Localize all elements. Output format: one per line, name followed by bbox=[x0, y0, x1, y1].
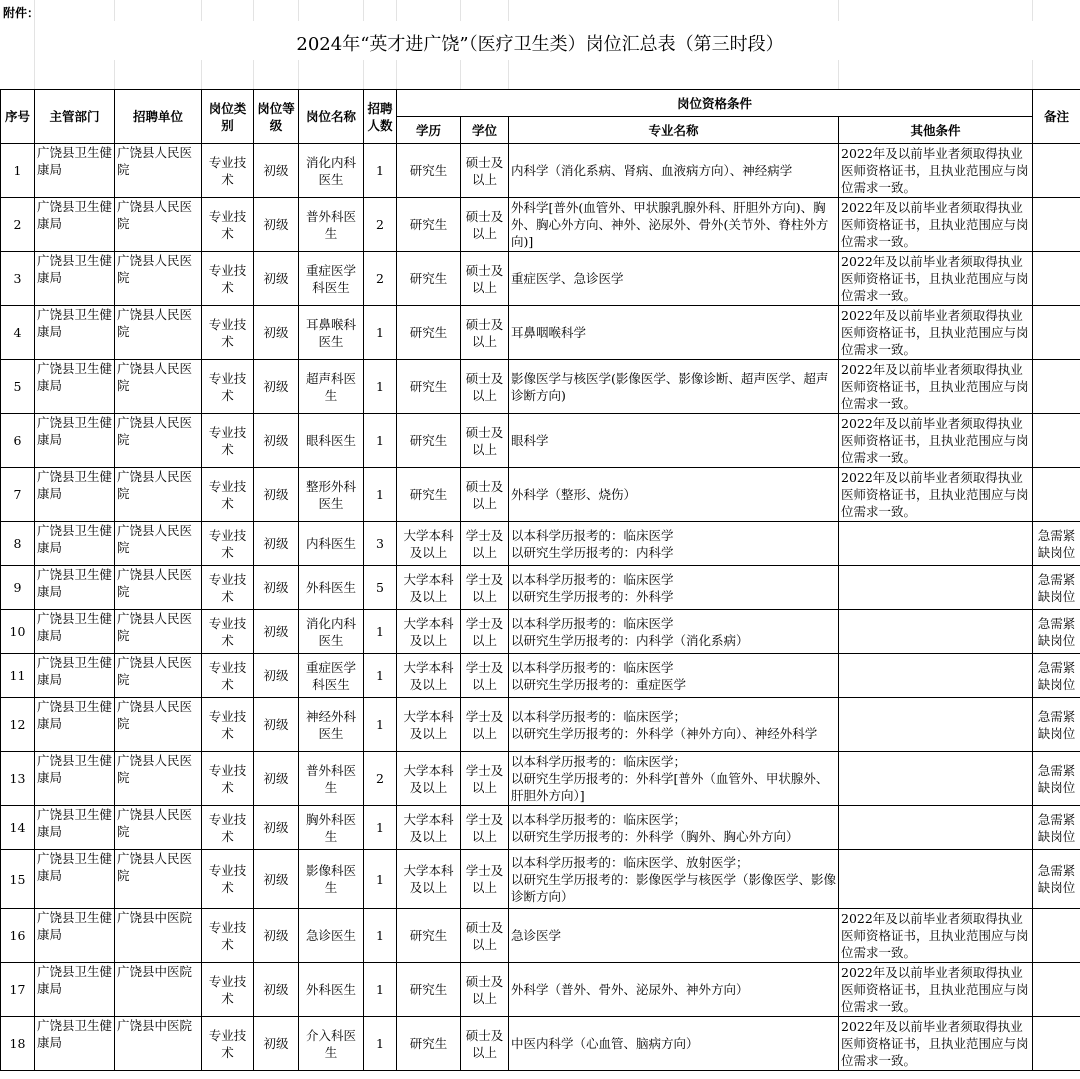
dept-cell: 广饶县卫生健康局 bbox=[35, 963, 115, 1017]
remark-cell: 急需紧缺岗位 bbox=[1033, 806, 1080, 850]
remark-cell: 急需紧缺岗位 bbox=[1033, 566, 1080, 610]
level-cell: 初级 bbox=[254, 909, 299, 963]
category-cell: 专业技术 bbox=[202, 698, 254, 752]
table-row bbox=[1, 963, 1080, 1017]
other-conditions-cell bbox=[839, 522, 1033, 566]
level-cell: 初级 bbox=[254, 414, 299, 468]
unit-cell: 广饶县人民医院 bbox=[115, 198, 202, 252]
remark-cell bbox=[1033, 909, 1080, 963]
count-cell: 1 bbox=[364, 144, 397, 198]
row-no-cell: 12 bbox=[1, 698, 35, 752]
count-cell: 2 bbox=[364, 752, 397, 806]
remark-cell bbox=[1033, 144, 1080, 198]
unit-cell: 广饶县人民医院 bbox=[115, 654, 202, 698]
degree-cell: 硕士及以上 bbox=[461, 1017, 509, 1071]
table-row bbox=[1, 198, 1080, 252]
other-conditions-cell bbox=[839, 698, 1033, 752]
category-cell: 专业技术 bbox=[202, 252, 254, 306]
header-other: 其他条件 bbox=[839, 117, 1033, 144]
other-conditions-cell bbox=[839, 566, 1033, 610]
post-name-cell: 胸外科医生 bbox=[299, 806, 364, 850]
education-cell: 研究生 bbox=[397, 468, 461, 522]
remark-cell bbox=[1033, 198, 1080, 252]
unit-cell: 广饶县人民医院 bbox=[115, 566, 202, 610]
degree-cell: 学士及以上 bbox=[461, 566, 509, 610]
other-conditions-cell: 2022年及以前毕业者须取得执业医师资格证书，且执业范围应与岗位需求一致。 bbox=[839, 1017, 1033, 1071]
category-cell: 专业技术 bbox=[202, 144, 254, 198]
major-cell: 以本科学历报考的：临床医学 以研究生学历报考的：内科学 bbox=[509, 522, 839, 566]
other-conditions-cell bbox=[839, 654, 1033, 698]
grid-line bbox=[114, 0, 115, 21]
degree-cell: 硕士及以上 bbox=[461, 963, 509, 1017]
category-cell: 专业技术 bbox=[202, 610, 254, 654]
post-name-cell: 重症医学科医生 bbox=[299, 654, 364, 698]
education-cell: 大学本科及以上 bbox=[397, 698, 461, 752]
level-cell: 初级 bbox=[254, 198, 299, 252]
education-cell: 大学本科及以上 bbox=[397, 566, 461, 610]
other-conditions-cell bbox=[839, 806, 1033, 850]
dept-cell: 广饶县卫生健康局 bbox=[35, 654, 115, 698]
level-cell: 初级 bbox=[254, 610, 299, 654]
degree-cell: 硕士及以上 bbox=[461, 198, 509, 252]
remark-cell: 急需紧缺岗位 bbox=[1033, 522, 1080, 566]
education-cell: 研究生 bbox=[397, 144, 461, 198]
remark-cell bbox=[1033, 963, 1080, 1017]
table-row bbox=[1, 144, 1080, 198]
unit-cell: 广饶县人民医院 bbox=[115, 806, 202, 850]
degree-cell: 学士及以上 bbox=[461, 752, 509, 806]
table-row bbox=[1, 806, 1080, 850]
table-row bbox=[1, 752, 1080, 806]
category-cell: 专业技术 bbox=[202, 468, 254, 522]
row-no-cell: 5 bbox=[1, 360, 35, 414]
unit-cell: 广饶县人民医院 bbox=[115, 252, 202, 306]
dept-cell: 广饶县卫生健康局 bbox=[35, 522, 115, 566]
row-no-cell: 10 bbox=[1, 610, 35, 654]
count-cell: 1 bbox=[364, 654, 397, 698]
header-row-1 bbox=[1, 90, 1080, 117]
major-cell: 外科学（整形、烧伤） bbox=[509, 468, 839, 522]
table-row bbox=[1, 566, 1080, 610]
count-cell: 1 bbox=[364, 806, 397, 850]
level-cell: 初级 bbox=[254, 654, 299, 698]
other-conditions-cell bbox=[839, 610, 1033, 654]
major-cell: 以本科学历报考的：临床医学 以研究生学历报考的：重症医学 bbox=[509, 654, 839, 698]
remark-cell bbox=[1033, 306, 1080, 360]
major-cell: 眼科学 bbox=[509, 414, 839, 468]
major-cell: 中医内科学（心血管、脑病方向） bbox=[509, 1017, 839, 1071]
other-conditions-cell: 2022年及以前毕业者须取得执业医师资格证书，且执业范围应与岗位需求一致。 bbox=[839, 144, 1033, 198]
level-cell: 初级 bbox=[254, 1017, 299, 1071]
header-no: 序号 bbox=[1, 90, 35, 144]
other-conditions-cell: 2022年及以前毕业者须取得执业医师资格证书，且执业范围应与岗位需求一致。 bbox=[839, 963, 1033, 1017]
grid-line bbox=[1032, 60, 1033, 89]
row-no-cell: 1 bbox=[1, 144, 35, 198]
count-cell: 3 bbox=[364, 522, 397, 566]
row-no-cell: 15 bbox=[1, 850, 35, 909]
count-cell: 1 bbox=[364, 468, 397, 522]
positions-table bbox=[0, 89, 1080, 1071]
grid-line bbox=[508, 60, 509, 89]
dept-cell: 广饶县卫生健康局 bbox=[35, 698, 115, 752]
category-cell: 专业技术 bbox=[202, 1017, 254, 1071]
grid-line bbox=[363, 60, 364, 89]
table-row bbox=[1, 698, 1080, 752]
major-cell: 重症医学、急诊医学 bbox=[509, 252, 839, 306]
count-cell: 1 bbox=[364, 909, 397, 963]
unit-cell: 广饶县中医院 bbox=[115, 1017, 202, 1071]
header-category: 岗位类别 bbox=[202, 90, 254, 144]
degree-cell: 硕士及以上 bbox=[461, 252, 509, 306]
grid-line bbox=[298, 0, 299, 21]
row-no-cell: 18 bbox=[1, 1017, 35, 1071]
major-cell: 急诊医学 bbox=[509, 909, 839, 963]
table-row bbox=[1, 414, 1080, 468]
major-cell: 以本科学历报考的：临床医学 以研究生学历报考的：内科学（消化系病） bbox=[509, 610, 839, 654]
level-cell: 初级 bbox=[254, 752, 299, 806]
count-cell: 1 bbox=[364, 306, 397, 360]
other-conditions-cell bbox=[839, 850, 1033, 909]
post-name-cell: 外科医生 bbox=[299, 566, 364, 610]
education-cell: 大学本科及以上 bbox=[397, 752, 461, 806]
other-conditions-cell bbox=[839, 752, 1033, 806]
unit-cell: 广饶县人民医院 bbox=[115, 306, 202, 360]
header-major: 专业名称 bbox=[509, 117, 839, 144]
dept-cell: 广饶县卫生健康局 bbox=[35, 1017, 115, 1071]
count-cell: 1 bbox=[364, 698, 397, 752]
table-row bbox=[1, 850, 1080, 909]
table-row bbox=[1, 306, 1080, 360]
dept-cell: 广饶县卫生健康局 bbox=[35, 806, 115, 850]
post-name-cell: 消化内科医生 bbox=[299, 144, 364, 198]
category-cell: 专业技术 bbox=[202, 522, 254, 566]
category-cell: 专业技术 bbox=[202, 306, 254, 360]
post-name-cell: 耳鼻喉科医生 bbox=[299, 306, 364, 360]
major-cell: 以本科学历报考的：临床医学、放射医学； 以研究生学历报考的：影像医学与核医学（影像医学、影像诊断方向） bbox=[509, 850, 839, 909]
table-row bbox=[1, 522, 1080, 566]
major-cell: 以本科学历报考的：临床医学； 以研究生学历报考的：外科学（胸外、胸心外方向） bbox=[509, 806, 839, 850]
grid-line bbox=[838, 60, 839, 89]
post-name-cell: 介入科医生 bbox=[299, 1017, 364, 1071]
remark-cell: 急需紧缺岗位 bbox=[1033, 850, 1080, 909]
table-row bbox=[1, 610, 1080, 654]
attachment-label: 附件： bbox=[3, 6, 40, 20]
unit-cell: 广饶县人民医院 bbox=[115, 414, 202, 468]
major-cell: 以本科学历报考的：临床医学 以研究生学历报考的：外科学 bbox=[509, 566, 839, 610]
header-dept: 主管部门 bbox=[35, 90, 115, 144]
dept-cell: 广饶县卫生健康局 bbox=[35, 252, 115, 306]
count-cell: 1 bbox=[364, 1017, 397, 1071]
post-name-cell: 整形外科医生 bbox=[299, 468, 364, 522]
level-cell: 初级 bbox=[254, 963, 299, 1017]
level-cell: 初级 bbox=[254, 252, 299, 306]
dept-cell: 广饶县卫生健康局 bbox=[35, 360, 115, 414]
other-conditions-cell: 2022年及以前毕业者须取得执业医师资格证书，且执业范围应与岗位需求一致。 bbox=[839, 198, 1033, 252]
remark-cell: 急需紧缺岗位 bbox=[1033, 698, 1080, 752]
level-cell: 初级 bbox=[254, 144, 299, 198]
category-cell: 专业技术 bbox=[202, 850, 254, 909]
post-name-cell: 内科医生 bbox=[299, 522, 364, 566]
grid-line bbox=[253, 60, 254, 89]
category-cell: 专业技术 bbox=[202, 414, 254, 468]
table-row bbox=[1, 909, 1080, 963]
remark-cell: 急需紧缺岗位 bbox=[1033, 610, 1080, 654]
row-no-cell: 4 bbox=[1, 306, 35, 360]
count-cell: 1 bbox=[364, 850, 397, 909]
count-cell: 1 bbox=[364, 963, 397, 1017]
degree-cell: 学士及以上 bbox=[461, 806, 509, 850]
grid-line bbox=[253, 0, 254, 21]
education-cell: 研究生 bbox=[397, 963, 461, 1017]
category-cell: 专业技术 bbox=[202, 654, 254, 698]
row-no-cell: 3 bbox=[1, 252, 35, 306]
post-name-cell: 急诊医生 bbox=[299, 909, 364, 963]
other-conditions-cell: 2022年及以前毕业者须取得执业医师资格证书，且执业范围应与岗位需求一致。 bbox=[839, 414, 1033, 468]
unit-cell: 广饶县中医院 bbox=[115, 909, 202, 963]
grid-line bbox=[363, 0, 364, 21]
header-post: 岗位名称 bbox=[299, 90, 364, 144]
education-cell: 大学本科及以上 bbox=[397, 850, 461, 909]
degree-cell: 学士及以上 bbox=[461, 654, 509, 698]
degree-cell: 学士及以上 bbox=[461, 850, 509, 909]
header-degree: 学位 bbox=[461, 117, 509, 144]
remark-cell bbox=[1033, 252, 1080, 306]
education-cell: 大学本科及以上 bbox=[397, 522, 461, 566]
other-conditions-cell: 2022年及以前毕业者须取得执业医师资格证书，且执业范围应与岗位需求一致。 bbox=[839, 909, 1033, 963]
row-no-cell: 16 bbox=[1, 909, 35, 963]
major-cell: 以本科学历报考的：临床医学； 以研究生学历报考的：外科学（神外方向）、神经外科学 bbox=[509, 698, 839, 752]
grid-line bbox=[508, 0, 509, 21]
remark-cell: 急需紧缺岗位 bbox=[1033, 654, 1080, 698]
unit-cell: 广饶县人民医院 bbox=[115, 522, 202, 566]
major-cell: 外科学[普外(血管外、甲状腺乳腺外科、肝胆外方向)、胸外、胸心外方向、神外、泌尿外、骨外(关节外、脊柱外方向)] bbox=[509, 198, 839, 252]
unit-cell: 广饶县人民医院 bbox=[115, 144, 202, 198]
degree-cell: 硕士及以上 bbox=[461, 360, 509, 414]
post-name-cell: 影像科医生 bbox=[299, 850, 364, 909]
row-no-cell: 13 bbox=[1, 752, 35, 806]
row-no-cell: 2 bbox=[1, 198, 35, 252]
degree-cell: 学士及以上 bbox=[461, 610, 509, 654]
education-cell: 研究生 bbox=[397, 252, 461, 306]
grid-line bbox=[1032, 0, 1033, 21]
dept-cell: 广饶县卫生健康局 bbox=[35, 144, 115, 198]
level-cell: 初级 bbox=[254, 306, 299, 360]
grid-line bbox=[114, 60, 115, 89]
category-cell: 专业技术 bbox=[202, 963, 254, 1017]
education-cell: 研究生 bbox=[397, 360, 461, 414]
unit-cell: 广饶县人民医院 bbox=[115, 698, 202, 752]
major-cell: 以本科学历报考的：临床医学； 以研究生学历报考的：外科学[普外（血管外、甲状腺外、肝胆外方向）] bbox=[509, 752, 839, 806]
remark-cell bbox=[1033, 414, 1080, 468]
count-cell: 1 bbox=[364, 360, 397, 414]
degree-cell: 硕士及以上 bbox=[461, 909, 509, 963]
degree-cell: 硕士及以上 bbox=[461, 306, 509, 360]
education-cell: 研究生 bbox=[397, 198, 461, 252]
major-cell: 内科学（消化系病、肾病、血液病方向）、神经病学 bbox=[509, 144, 839, 198]
remark-cell bbox=[1033, 468, 1080, 522]
category-cell: 专业技术 bbox=[202, 198, 254, 252]
grid-line bbox=[298, 60, 299, 89]
grid-line bbox=[396, 60, 397, 89]
education-cell: 研究生 bbox=[397, 909, 461, 963]
level-cell: 初级 bbox=[254, 360, 299, 414]
count-cell: 2 bbox=[364, 198, 397, 252]
row-no-cell: 7 bbox=[1, 468, 35, 522]
header-unit: 招聘单位 bbox=[115, 90, 202, 144]
unit-cell: 广饶县人民医院 bbox=[115, 468, 202, 522]
row-no-cell: 6 bbox=[1, 414, 35, 468]
dept-cell: 广饶县卫生健康局 bbox=[35, 909, 115, 963]
degree-cell: 学士及以上 bbox=[461, 522, 509, 566]
category-cell: 专业技术 bbox=[202, 909, 254, 963]
dept-cell: 广饶县卫生健康局 bbox=[35, 414, 115, 468]
table-row bbox=[1, 252, 1080, 306]
major-cell: 耳鼻咽喉科学 bbox=[509, 306, 839, 360]
header-count: 招聘人数 bbox=[364, 90, 397, 144]
level-cell: 初级 bbox=[254, 806, 299, 850]
degree-cell: 硕士及以上 bbox=[461, 144, 509, 198]
dept-cell: 广饶县卫生健康局 bbox=[35, 306, 115, 360]
degree-cell: 硕士及以上 bbox=[461, 468, 509, 522]
level-cell: 初级 bbox=[254, 522, 299, 566]
degree-cell: 学士及以上 bbox=[461, 698, 509, 752]
education-cell: 研究生 bbox=[397, 1017, 461, 1071]
dept-cell: 广饶县卫生健康局 bbox=[35, 610, 115, 654]
count-cell: 1 bbox=[364, 610, 397, 654]
row-no-cell: 9 bbox=[1, 566, 35, 610]
count-cell: 1 bbox=[364, 414, 397, 468]
header-remark: 备注 bbox=[1033, 90, 1080, 144]
unit-cell: 广饶县人民医院 bbox=[115, 752, 202, 806]
table-row bbox=[1, 360, 1080, 414]
header-level: 岗位等级 bbox=[254, 90, 299, 144]
unit-cell: 广饶县人民医院 bbox=[115, 610, 202, 654]
grid-line bbox=[460, 0, 461, 21]
page-title: 2024年“英才进广饶”（医疗卫生类）岗位汇总表（第三时段） bbox=[296, 34, 784, 55]
unit-cell: 广饶县中医院 bbox=[115, 963, 202, 1017]
post-name-cell: 神经外科医生 bbox=[299, 698, 364, 752]
major-cell: 影像医学与核医学(影像医学、影像诊断、超声医学、超声诊断方向) bbox=[509, 360, 839, 414]
category-cell: 专业技术 bbox=[202, 752, 254, 806]
other-conditions-cell: 2022年及以前毕业者须取得执业医师资格证书，且执业范围应与岗位需求一致。 bbox=[839, 360, 1033, 414]
grid-line bbox=[201, 0, 202, 21]
header-edu: 学历 bbox=[397, 117, 461, 144]
post-name-cell: 普外科医生 bbox=[299, 752, 364, 806]
remark-cell bbox=[1033, 360, 1080, 414]
table-row bbox=[1, 654, 1080, 698]
row-no-cell: 8 bbox=[1, 522, 35, 566]
level-cell: 初级 bbox=[254, 850, 299, 909]
dept-cell: 广饶县卫生健康局 bbox=[35, 752, 115, 806]
category-cell: 专业技术 bbox=[202, 806, 254, 850]
row-no-cell: 14 bbox=[1, 806, 35, 850]
other-conditions-cell: 2022年及以前毕业者须取得执业医师资格证书，且执业范围应与岗位需求一致。 bbox=[839, 468, 1033, 522]
unit-cell: 广饶县人民医院 bbox=[115, 360, 202, 414]
post-name-cell: 普外科医生 bbox=[299, 198, 364, 252]
grid-line bbox=[460, 60, 461, 89]
category-cell: 专业技术 bbox=[202, 566, 254, 610]
grid-line bbox=[838, 0, 839, 21]
grid-line bbox=[201, 60, 202, 89]
education-cell: 研究生 bbox=[397, 414, 461, 468]
table-row bbox=[1, 468, 1080, 522]
degree-cell: 硕士及以上 bbox=[461, 414, 509, 468]
unit-cell: 广饶县人民医院 bbox=[115, 850, 202, 909]
level-cell: 初级 bbox=[254, 566, 299, 610]
count-cell: 2 bbox=[364, 252, 397, 306]
table-body bbox=[1, 144, 1080, 1071]
header-qualification-group: 岗位资格条件 bbox=[397, 90, 1033, 117]
major-cell: 外科学（普外、骨外、泌尿外、神外方向） bbox=[509, 963, 839, 1017]
count-cell: 5 bbox=[364, 566, 397, 610]
post-name-cell: 眼科医生 bbox=[299, 414, 364, 468]
post-name-cell: 超声科医生 bbox=[299, 360, 364, 414]
education-cell: 研究生 bbox=[397, 306, 461, 360]
dept-cell: 广饶县卫生健康局 bbox=[35, 566, 115, 610]
row-no-cell: 11 bbox=[1, 654, 35, 698]
post-name-cell: 消化内科医生 bbox=[299, 610, 364, 654]
other-conditions-cell: 2022年及以前毕业者须取得执业医师资格证书，且执业范围应与岗位需求一致。 bbox=[839, 306, 1033, 360]
remark-cell bbox=[1033, 1017, 1080, 1071]
post-name-cell: 外科医生 bbox=[299, 963, 364, 1017]
dept-cell: 广饶县卫生健康局 bbox=[35, 850, 115, 909]
post-name-cell: 重症医学科医生 bbox=[299, 252, 364, 306]
other-conditions-cell: 2022年及以前毕业者须取得执业医师资格证书，且执业范围应与岗位需求一致。 bbox=[839, 252, 1033, 306]
category-cell: 专业技术 bbox=[202, 360, 254, 414]
dept-cell: 广饶县卫生健康局 bbox=[35, 198, 115, 252]
grid-line bbox=[396, 0, 397, 21]
education-cell: 大学本科及以上 bbox=[397, 806, 461, 850]
remark-cell: 急需紧缺岗位 bbox=[1033, 752, 1080, 806]
level-cell: 初级 bbox=[254, 468, 299, 522]
education-cell: 大学本科及以上 bbox=[397, 654, 461, 698]
education-cell: 大学本科及以上 bbox=[397, 610, 461, 654]
level-cell: 初级 bbox=[254, 698, 299, 752]
row-no-cell: 17 bbox=[1, 963, 35, 1017]
dept-cell: 广饶县卫生健康局 bbox=[35, 468, 115, 522]
table-row bbox=[1, 1017, 1080, 1071]
